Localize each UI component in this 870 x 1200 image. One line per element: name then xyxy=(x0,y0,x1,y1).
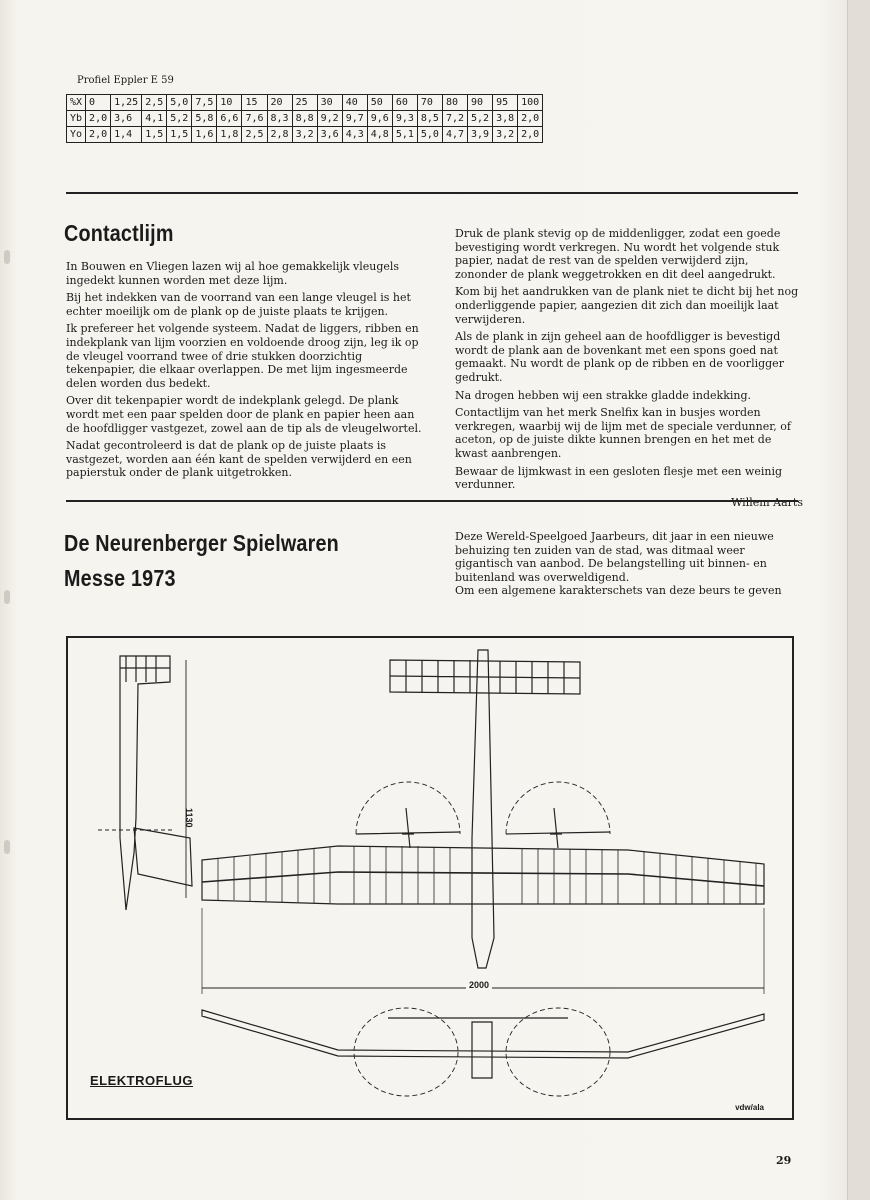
table-cell: 4,3 xyxy=(342,127,367,143)
table-cell: 2,5 xyxy=(142,95,167,111)
table-cell: 4,7 xyxy=(442,127,467,143)
table-cell: 15 xyxy=(242,95,267,111)
table-cell: 95 xyxy=(493,95,518,111)
table-cell: 8,8 xyxy=(292,111,317,127)
table-cell: 4,8 xyxy=(367,127,392,143)
table-cell: 2,8 xyxy=(267,127,292,143)
table-cell: 5,0 xyxy=(417,127,442,143)
table-cell: 70 xyxy=(417,95,442,111)
profile-table xyxy=(66,94,543,143)
table-cell: 9,3 xyxy=(392,111,417,127)
front-view-fuselage xyxy=(472,1022,492,1078)
airplane-plan-drawing xyxy=(68,638,796,1122)
table-cell: 30 xyxy=(317,95,342,111)
table-cell: 10 xyxy=(217,95,242,111)
table-cell: 5,8 xyxy=(192,111,217,127)
paragraph: Contactlijm van het merk Snelfix kan in busjes worden verkregen, waarbij wij de lijm met de speciale verdunner, of aceton, op de juiste dikte kunnen brengen en het met de kwast aanbrengen. xyxy=(455,406,791,460)
table-cell: 90 xyxy=(468,95,493,111)
table-cell: 100 xyxy=(518,95,543,111)
paragraph: Deze Wereld-Speelgoed Jaarbeurs, dit jaar in een nieuwe behuizing ten zuiden van de stad, was ditmaal weer gigantisch van aanbod. De belangstelling uit binnen- en buitenland was overweldigend. xyxy=(455,530,774,584)
table-cell: 25 xyxy=(292,95,317,111)
table-cell: 50 xyxy=(367,95,392,111)
table-cell: 80 xyxy=(442,95,467,111)
table-cell: Yo xyxy=(67,127,86,143)
paragraph: Over dit tekenpapier wordt de indekplank gelegd. De plank wordt met een paar spelden door de plank en papier heen aan de hoofdligger vastgezet, zowel aan de tip als de vleugelwortel. xyxy=(66,394,422,435)
table-cell: 3,6 xyxy=(317,127,342,143)
paragraph: Om een algemene karakterschets van deze beurs te geven xyxy=(455,584,782,598)
paragraph: Druk de plank stevig op de middenligger, zodat een goede bevestiging wordt verkregen. Nu wordt het volgende stuk papier, nadat de rest van de spelden verwijderd zijn, zononder de plank weggetrokken en dit deel aangedrukt. xyxy=(455,227,781,281)
table-cell: 1,25 xyxy=(111,95,142,111)
table-cell: 7,2 xyxy=(442,111,467,127)
figure-label: ELEKTROFLUG xyxy=(90,1073,193,1088)
paragraph: Bij het indekken van de voorrand van een lange vleugel is het echter moeilijk om de plank op de juiste plaats te krijgen. xyxy=(66,291,411,318)
table-cell: 1,6 xyxy=(192,127,217,143)
article-title: Contactlijm xyxy=(64,220,174,246)
binding-hole xyxy=(4,840,10,854)
table-cell: %X xyxy=(67,95,86,111)
front-view-prop-disc-left xyxy=(354,1008,458,1096)
span-dimension-label: 2000 xyxy=(466,980,492,990)
tailplane-ribs xyxy=(390,660,580,694)
page-edge xyxy=(847,0,870,1200)
table-cell: 2,0 xyxy=(86,111,111,127)
table-row xyxy=(67,95,543,111)
paragraph: Als de plank in zijn geheel aan de hoofdligger is bevestigd wordt de plank aan de bovenkant met een spons goed nat gemaakt. Nu wordt de plank op de ribben en de voorligger gedrukt. xyxy=(455,330,784,384)
paragraph: In Bouwen en Vliegen lazen wij al hoe gemakkelijk vleugels ingedekt kunnen worden met deze lijm. xyxy=(66,260,400,287)
binding-hole xyxy=(4,590,10,604)
table-cell: 3,2 xyxy=(292,127,317,143)
length-dimension-label: 1130 xyxy=(184,808,194,828)
table-cell: 5,0 xyxy=(167,95,192,111)
table-cell: 20 xyxy=(267,95,292,111)
table-cell: 7,6 xyxy=(242,111,267,127)
table-row xyxy=(67,127,543,143)
plan-drawing-figure xyxy=(66,636,794,1120)
table-cell: 2,0 xyxy=(518,127,543,143)
table-cell: 1,4 xyxy=(111,127,142,143)
binding-hole xyxy=(4,250,10,264)
propeller-arc-right xyxy=(506,782,610,834)
table-cell: 5,2 xyxy=(167,111,192,127)
side-view-fuselage xyxy=(120,656,170,910)
article-title-line2: Messe 1973 xyxy=(64,565,176,591)
table-cell: Yb xyxy=(67,111,86,127)
paragraph: Na drogen hebben wij een strakke gladde indekking. xyxy=(455,388,751,402)
article-intro xyxy=(455,530,803,598)
profile-caption: Profiel Eppler E 59 xyxy=(77,75,174,86)
table-cell: 0 xyxy=(86,95,111,111)
article-column-left xyxy=(66,260,422,484)
table-cell: 3,2 xyxy=(493,127,518,143)
table-cell: 2,0 xyxy=(518,111,543,127)
article-title-line1: De Neurenberger Spielwaren xyxy=(64,530,339,556)
paragraph: Nadat gecontroleerd is dat de plank op de juiste plaats is vastgezet, worden aan één kant de spelden verwijderd en een papierstuk onder de plank uitgetrokken. xyxy=(66,439,412,480)
paragraph: Bewaar de lijmkwast in een gesloten flesje met een weinig verdunner. xyxy=(455,464,783,492)
table-cell: 8,5 xyxy=(417,111,442,127)
table-cell: 9,7 xyxy=(342,111,367,127)
motor-nacelle-left xyxy=(356,808,460,848)
table-cell: 3,9 xyxy=(468,127,493,143)
table-cell: 5,2 xyxy=(468,111,493,127)
motor-nacelle-right xyxy=(506,808,610,848)
paragraph: Ik prefereer het volgende systeem. Nadat de liggers, ribben en indekplank van lijm voorzien en voldoende droog zijn, leg ik op de vleugel voorrand twee of drie stukken doorzichtig tekenpapier, die elkaar overlappen. De met lijm ingesmeerde delen worden dus bedekt. xyxy=(66,322,419,390)
figure-credit: vdw/ala xyxy=(735,1103,764,1112)
table-row xyxy=(67,111,543,127)
front-view-wing xyxy=(202,1010,764,1058)
table-cell: 4,1 xyxy=(142,111,167,127)
table-cell: 3,8 xyxy=(493,111,518,127)
table-cell: 40 xyxy=(342,95,367,111)
side-view-fin xyxy=(134,828,192,886)
article-column-right xyxy=(455,227,803,513)
table-cell: 8,3 xyxy=(267,111,292,127)
table-cell: 9,2 xyxy=(317,111,342,127)
table-cell: 60 xyxy=(392,95,417,111)
side-view-rudder-ribs xyxy=(120,656,170,682)
wing-spar xyxy=(202,872,764,886)
table-cell: 1,5 xyxy=(142,127,167,143)
table-cell: 6,6 xyxy=(217,111,242,127)
section-divider xyxy=(66,500,798,502)
section-divider xyxy=(66,192,798,194)
paragraph: Kom bij het aandrukken van de plank niet te dicht bij het nog onderliggende papier, aangezien dit zich dan moeilijk laat verwijderen. xyxy=(455,285,799,326)
page-number: 29 xyxy=(776,1154,792,1167)
fuselage-top-view xyxy=(472,650,494,968)
table-cell: 3,6 xyxy=(111,111,142,127)
table-cell: 1,8 xyxy=(217,127,242,143)
table-cell: 5,1 xyxy=(392,127,417,143)
table-cell: 2,0 xyxy=(86,127,111,143)
table-cell: 9,6 xyxy=(367,111,392,127)
table-cell: 1,5 xyxy=(167,127,192,143)
table-cell: 2,5 xyxy=(242,127,267,143)
table-cell: 7,5 xyxy=(192,95,217,111)
author-signature: Willem Aarts xyxy=(731,495,803,509)
